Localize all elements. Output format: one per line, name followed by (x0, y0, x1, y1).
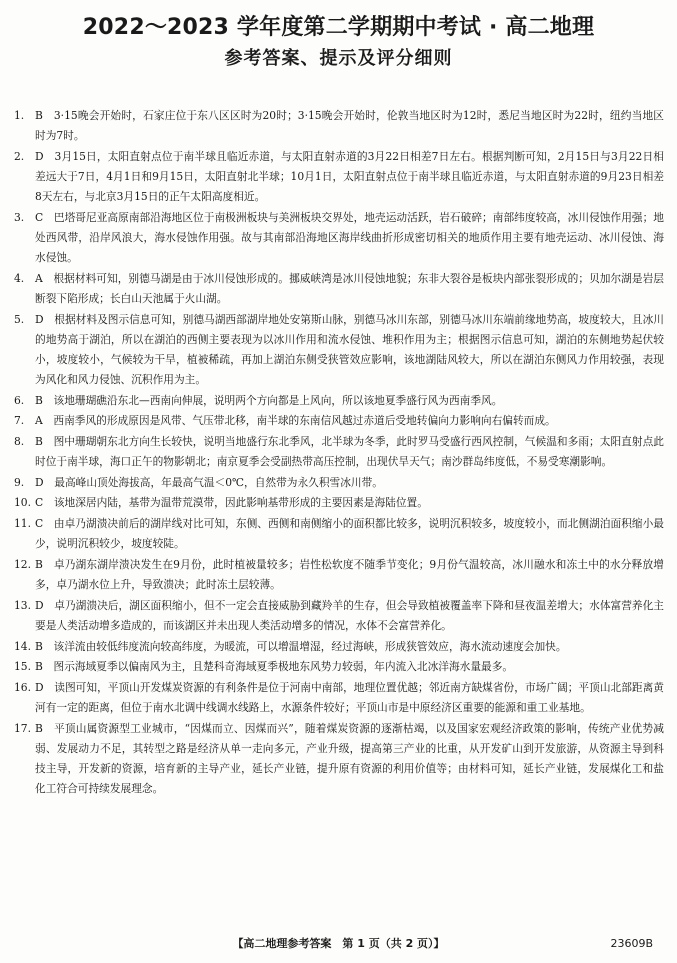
page-footer (0, 935, 677, 953)
answer-number: 17. (14, 721, 31, 735)
answer-text: A 西南季风的形成原因是风带、气压带北移，南半球的东南信风越过赤道后受地转偏向力影响向右偏转而成。 (35, 414, 556, 428)
answer-text: D 最高峰山顶处海拔高，年最高气温＜0℃，自然带为永久积雪冰川带。 (35, 475, 383, 489)
answer-text: C 由卓乃湖溃决前后的湖岸线对比可知，东侧、西侧和南侧缩小的面积都比较多，说明沉积较多，坡度较小，而北侧湖泊面积缩小最少，说明沉积较少，坡度较陡。 (35, 517, 664, 551)
answer-number: 15. (14, 660, 31, 674)
answer-number: 14. (14, 639, 31, 653)
answer-number: 13. (14, 598, 31, 612)
answer-number: 3. (14, 210, 25, 224)
answer-number: 1. (14, 109, 25, 122)
answer-text: B 卓乃湖东湖岸溃决发生在9月份，此时植被量较多；岩性松软度不随季节变化；9月份气温较高，冰川融水和冻土中的水分释放增多，卓乃湖水位上升，导致溃决；此时冻土层较薄。 (35, 557, 664, 592)
answer-item (14, 411, 664, 431)
answer-item (14, 473, 664, 493)
answer-item (14, 147, 664, 207)
answer-text: B 平顶山属资源型工业城市，“因煤而立、因煤而兴”，随着煤炭资源的逐渐枯竭，以及国家宏观经济政策的影响，传统产业优势减弱、发展动力不足，其转型之路是经济从单一走向多元，产业升级，提高第三产业的比重，从开发矿山到开发旅游，从资源主导到科技主导，开发新的资源，培育新的主导产业，延长产业链，提升原有资源的利用价值等；由材料可知，延长产业链，发展煤化工和盐化工符合可持续发展理念。 (35, 721, 664, 796)
answer-number: 9. (14, 475, 25, 489)
answer-number: 6. (14, 393, 25, 407)
answer-item (14, 637, 664, 657)
answer-text: B 该地珊瑚礁沿东北—西南向伸展，说明两个方向都是上风向，所以该地夏季盛行风为西南季风。 (35, 393, 503, 407)
answer-number: 7. (14, 414, 25, 428)
answer-item (14, 269, 664, 309)
answer-item (14, 678, 664, 718)
answer-item (14, 657, 664, 677)
answer-item (14, 208, 664, 268)
answer-text: D 读图可知，平顶山开发煤炭资源的有利条件是位于河南中南部，地理位置优越；邻近南方缺煤省份，市场广阔；平顶山北部距离黄河有一定的距离，但位于南水北调中线调水线路上，水源条件较好；平顶山市是中原经济区重要的能源和重工业基地。 (35, 680, 664, 715)
answer-number: 10. (14, 496, 31, 510)
answer-item (14, 596, 664, 636)
answer-text: B 该洋流由较低纬度流向较高纬度，为暖流，可以增温增湿，经过海峡，形成狭管效应，海水流动速度会加快。 (35, 639, 567, 653)
answer-number: 8. (14, 435, 25, 448)
answer-text: A 根据材料可知，别德马湖是由于冰川侵蚀形成的。挪威峡湾是冰川侵蚀地貌；东非大裂谷是板块内部张裂形成的；贝加尔湖是岩层断裂下陷形成；长白山天池属于火山湖。 (35, 271, 664, 305)
answer-item (14, 310, 664, 391)
answer-item (14, 514, 664, 554)
answer-text: B 3·15晚会开始时，石家庄位于东八区区时为20时；3·15晚会开始时，伦敦当地区时为12时，悉尼当地区时为22时，纽约当地区时为7时。 (35, 109, 664, 143)
footer-page-info: 【高二地理参考答案 第 1 页（共 2 页）】 (232, 937, 445, 950)
answer-text: C 巴塔哥尼亚高原南部沿海地区位于南极洲板块与美洲板块交界处，地壳运动活跃，岩石破碎；南部纬度较高，冰川侵蚀作用强；地处西风带，沿岸风浪大，海水侵蚀作用强。故与其南部沿海地区海岸线曲折形成密切相关的地质作用主要有地壳运动、冰川侵蚀、海水侵蚀。 (35, 210, 664, 265)
answer-number: 4. (14, 271, 25, 285)
answer-item (14, 493, 664, 513)
answer-list (14, 106, 664, 800)
answer-item (14, 555, 664, 595)
answer-item (14, 391, 664, 411)
answer-number: 11. (14, 517, 31, 531)
footer-code: 23609B (610, 937, 653, 950)
document-subtitle: 参考答案、提示及评分细则 (224, 48, 453, 69)
answer-text: C 该地深居内陆，基带为温带荒漠带，因此影响基带形成的主要因素是海陆位置。 (35, 496, 428, 510)
document-title: 2022～2023 学年度第二学期期中考试 · 高二地理 (82, 15, 595, 40)
answer-item (14, 719, 664, 800)
answer-item (14, 432, 664, 472)
answer-text: B 图中珊瑚朝东北方向生长较快，说明当地盛行东北季风，北半球为冬季，此时罗马受盛行西风控制，气候温和多雨；太阳直射点此时位于南半球，海口正午的物影朝北；南京夏季会受副热带高压控制，出现伏旱天气；南沙群岛纬度低，不易受寒潮影响。 (35, 435, 664, 469)
answer-number: 5. (14, 312, 25, 326)
answer-item (14, 106, 664, 146)
answer-text: B 图示海域夏季以偏南风为主，且楚科奇海域夏季极地东风势力较弱，年内流入北冰洋海水量最多。 (35, 660, 514, 674)
answer-number: 12. (14, 557, 31, 571)
answer-text: D 3月15日，太阳直射点位于南半球且临近赤道，与太阳直射赤道的3月22日相差7日左右。根据判断可知，2月15日与3月22日相差远大于7日，4月1日和9月15日，太阳直射北半球；10月1日，太阳直射点位于南半球且临近赤道，与太阳直射赤道的9月23日相差8天左右，与北京3月15日的正午太阳高度相近。 (35, 149, 664, 204)
answer-text: D 卓乃湖溃决后，湖区面积缩小，但不一定会直接威胁到藏羚羊的生存，但会导致植被覆盖率下降和昼夜温差增大；水体富营养化主要是人类活动增多造成的，而该湖区并未出现人类活动增多的情况，水体不会富营养化。 (35, 598, 664, 632)
answer-number: 2. (14, 149, 25, 163)
answer-text: D 根据材料及图示信息可知，别德马湖西部湖岸地处安第斯山脉，别德马冰川东部，别德马冰川东端前缘地势高，坡度较大，且冰川的地势高于湖泊，所以在湖泊的西侧主要表现为以冰川作用和流水侵蚀、堆积作用为主；根据图示信息可知，湖泊的东侧地势起伏较小，坡度较小，气候较为干旱，植被稀疏，再加上湖泊东侧受狭管效应影响，该地湖陆风较大，所以在湖泊东侧风力作用较强，表现为风化和风力侵蚀、沉积作用为主。 (35, 312, 664, 387)
answer-number: 16. (14, 680, 31, 694)
